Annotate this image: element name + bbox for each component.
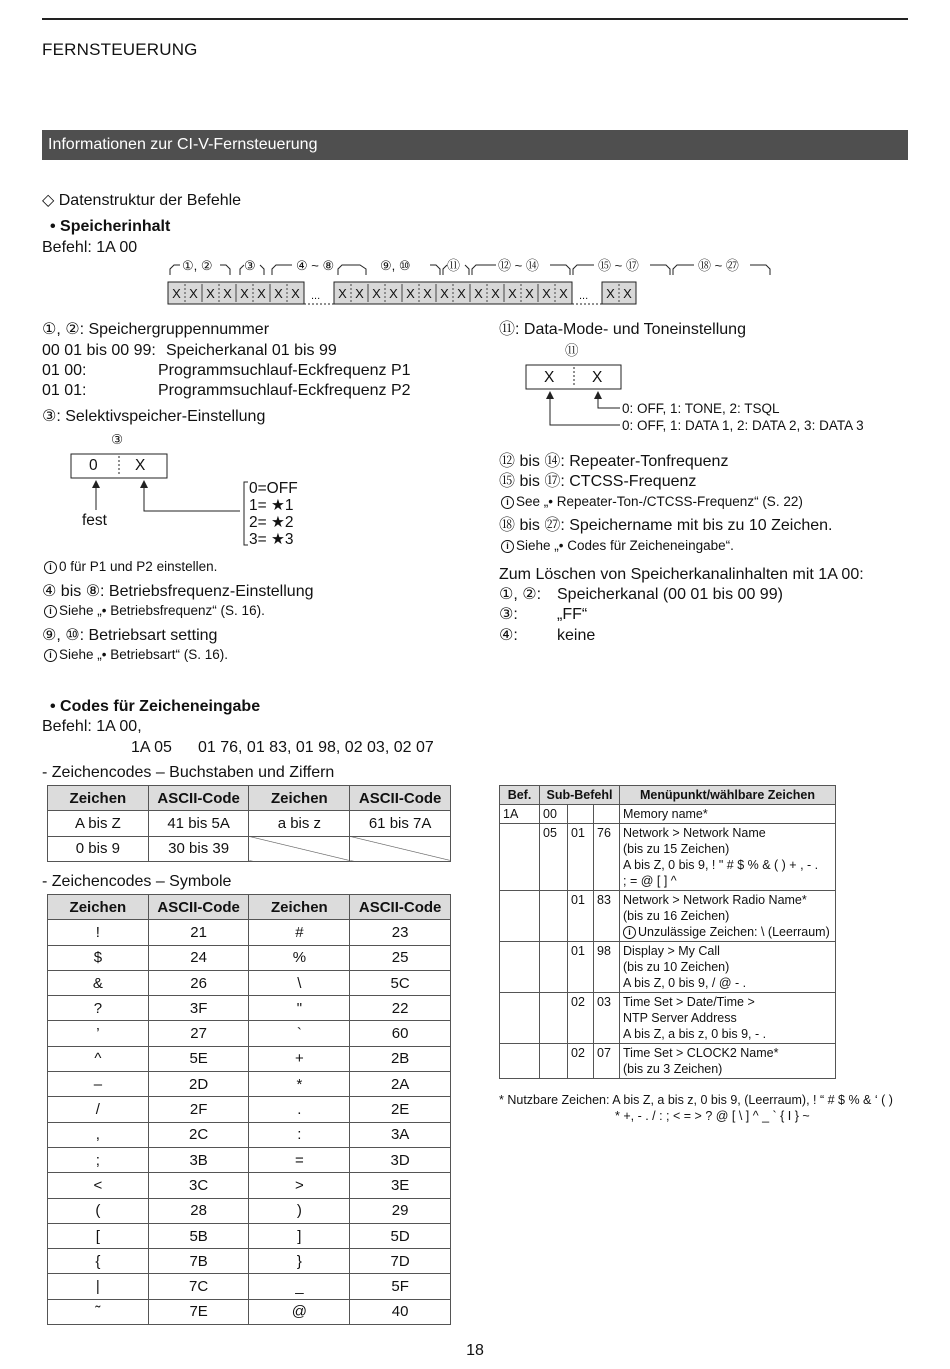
delete-selective-code: ③: — [499, 606, 518, 623]
table-cell: 2D — [148, 1072, 249, 1097]
desc-line: ; = @ [ ] ^ — [623, 874, 677, 888]
table-cell: ? — [48, 996, 149, 1021]
byte-cell: X — [474, 286, 483, 301]
table-cell: / — [48, 1097, 149, 1122]
line-delete-selective — [499, 605, 587, 625]
note-operating-frequency-text: Siehe „• Betriebsfrequenz“ (S. 16). — [59, 603, 265, 618]
note-operating-mode — [44, 646, 228, 663]
table-cell — [540, 1044, 568, 1079]
table-cell: * — [249, 1072, 350, 1097]
byte-cell: X — [206, 286, 215, 301]
byte-cell: X — [423, 286, 432, 301]
symbols-table-title: - Zeichencodes – Symbole — [42, 873, 232, 890]
table-cell: 2C — [148, 1122, 249, 1147]
table-cell: ` — [249, 1021, 350, 1046]
note-memory-name — [501, 537, 734, 554]
table-cell: & — [48, 970, 149, 995]
line-ctcss: ⑮ bis ⑰: CTCSS-Frequenz — [499, 473, 697, 490]
header-sub-befehl: Sub-Befehl — [540, 786, 620, 805]
desc-line: A bis Z, a bis z, 0 bis 9, - . — [623, 1027, 767, 1041]
table-cell: # — [249, 920, 350, 945]
p2-desc: Programmsuchlauf-Eckfrequenz P2 — [158, 382, 411, 399]
p1-code: 01 00: — [42, 362, 87, 379]
table-cell: 22 — [350, 996, 451, 1021]
info-icon: i — [623, 926, 636, 939]
footnote-line-2: * +, - . / : ; < = > ? @ [ \ ] ^ _ ` { I } ~ — [615, 1109, 810, 1123]
table-cell — [594, 805, 620, 824]
table-cell: 7E — [148, 1299, 249, 1324]
table-cell: [ — [48, 1223, 149, 1248]
sub-table-header-row — [500, 786, 836, 805]
note-repeater-ctcss — [501, 493, 803, 510]
table-row — [48, 1299, 451, 1324]
table-cell: _ — [249, 1274, 350, 1299]
table-row — [48, 996, 451, 1021]
desc-line: A bis Z, 0 bis 9, ! " # $ % & ( ) + , - . — [623, 858, 819, 872]
line-delete-intro: Zum Löschen von Speicherkanalinhalten mit 1A 00: — [499, 566, 864, 583]
table-row — [500, 805, 836, 824]
delete-selective-desc: „FF“ — [557, 606, 588, 623]
delete-channel-desc: Speicherkanal (00 01 bis 00 99) — [557, 586, 783, 603]
table-cell: 3F — [148, 996, 249, 1021]
structure-command: Befehl: 1A 00 — [42, 239, 138, 256]
table-cell: 98 — [594, 942, 620, 993]
footnote-line-1: * Nutzbare Zeichen: A bis Z, a bis z, 0 bis 9, (Leerraum), ! “ # $ % & ‘ ( ) — [499, 1093, 893, 1107]
info-icon: i — [44, 561, 57, 574]
table-row — [48, 920, 451, 945]
byte-cell: X — [240, 286, 249, 301]
header-zeichen: Zeichen — [48, 786, 149, 811]
table-row — [48, 811, 451, 836]
header-zeichen: Zeichen — [249, 786, 350, 811]
header-ascii: ASCII-Code — [148, 895, 249, 920]
table-cell: < — [48, 1173, 149, 1198]
table-cell: 02 — [568, 993, 594, 1044]
byte-cell: X — [559, 286, 568, 301]
diagram-label-7: ⑮ ~ ⑰ — [598, 258, 639, 273]
line-data-mode: ⑪: Data-Mode- und Toneinstellung — [499, 321, 746, 338]
table-cell: 3D — [350, 1147, 451, 1172]
note-p1-p2-text: 0 für P1 und P2 einstellen. — [59, 559, 218, 574]
byte-cell: X — [440, 286, 449, 301]
table-row — [500, 891, 836, 942]
data-mode-diagram — [520, 360, 630, 432]
desc-line: Network > Network Name — [623, 826, 766, 840]
line-delete-channel — [499, 585, 783, 605]
desc-line: Display > My Call — [623, 944, 720, 958]
page-number: 18 — [466, 1342, 484, 1359]
header-ascii: ASCII-Code — [350, 786, 451, 811]
table-cell: 21 — [148, 920, 249, 945]
table-cell: 83 — [594, 891, 620, 942]
table-row — [500, 993, 836, 1044]
selective-fixed-label: fest — [82, 512, 107, 529]
diagram-label-8: ⑱ ~ ㉗ — [698, 258, 739, 273]
table-cell: + — [249, 1046, 350, 1071]
byte-cell: X — [223, 286, 232, 301]
diagram-label-3: ④ ~ ⑧ — [296, 258, 335, 273]
table-row — [48, 970, 451, 995]
selective-option-1: 1= ★1 — [249, 497, 294, 514]
header-ascii: ASCII-Code — [350, 895, 451, 920]
letters-table — [47, 785, 451, 862]
p2-code: 01 01: — [42, 382, 87, 399]
table-cell: 01 — [568, 824, 594, 891]
desc-line: (bis zu 10 Zeichen) — [623, 960, 730, 974]
table-cell: 03 — [594, 993, 620, 1044]
table-cell: ˜ — [48, 1299, 149, 1324]
codes-heading: • Codes für Zeicheneingabe — [50, 698, 261, 715]
line-p2 — [42, 381, 411, 401]
table-cell: 29 — [350, 1198, 451, 1223]
table-cell: ) — [249, 1198, 350, 1223]
table-cell: 3C — [148, 1173, 249, 1198]
structure-subheading: • Speicherinhalt — [50, 218, 171, 235]
letters-header-row — [48, 786, 451, 811]
codes-command-2a: 1A 05 — [131, 739, 172, 756]
letters-table-title: - Zeichencodes – Buchstaben und Ziffern — [42, 764, 335, 781]
note-operating-mode-text: Siehe „• Betriebsart“ (S. 16). — [59, 647, 229, 662]
table-cell: ’ — [48, 1021, 149, 1046]
byte-cell: X — [338, 286, 347, 301]
delete-frequency-desc: keine — [557, 627, 596, 644]
table-row — [48, 1046, 451, 1071]
line-operating-mode: ⑨, ⑩: Betriebsart setting — [42, 627, 218, 644]
table-cell: 23 — [350, 920, 451, 945]
table-cell — [500, 824, 540, 891]
structure-heading: ◇ Datenstruktur der Befehle — [42, 192, 242, 209]
data-mode-cell-1: X — [592, 369, 603, 386]
table-cell: 30 bis 39 — [148, 836, 249, 861]
byte-structure-diagram — [160, 255, 780, 307]
table-cell — [500, 1044, 540, 1079]
table-cell: | — [48, 1274, 149, 1299]
byte-cell: X — [189, 286, 198, 301]
info-icon: i — [44, 649, 57, 662]
table-cell: 60 — [350, 1021, 451, 1046]
data-mode-label: ⑪ — [565, 343, 579, 358]
byte-cell: X — [491, 286, 500, 301]
table-row — [48, 1147, 451, 1172]
table-cell — [620, 1044, 836, 1079]
table-cell: . — [249, 1097, 350, 1122]
table-cell: 25 — [350, 945, 451, 970]
line-operating-frequency: ④ bis ⑧: Betriebsfrequenz-Einstellung — [42, 583, 314, 600]
ellipsis-marker: ... — [579, 290, 589, 302]
diagram-label-2: ③ — [244, 258, 256, 273]
table-cell — [568, 805, 594, 824]
desc-line: (bis zu 15 Zeichen) — [623, 842, 730, 856]
table-cell: 2F — [148, 1097, 249, 1122]
table-cell: 61 bis 7A — [350, 811, 451, 836]
byte-cell: X — [457, 286, 466, 301]
empty-cell — [249, 836, 350, 861]
table-cell: ; — [48, 1147, 149, 1172]
diagram-label-5: ⑪ — [447, 258, 461, 273]
table-cell: 5C — [350, 970, 451, 995]
top-rule — [42, 18, 908, 20]
table-cell — [500, 942, 540, 993]
byte-cell: X — [372, 286, 381, 301]
table-cell: , — [48, 1122, 149, 1147]
table-row — [48, 1097, 451, 1122]
table-cell — [620, 824, 836, 891]
selective-option-0: 0=OFF — [249, 480, 298, 497]
selective-cell-0: 0 — [89, 457, 98, 474]
byte-cell: X — [257, 286, 266, 301]
data-mode-cell-0: X — [544, 369, 555, 386]
byte-cell: X — [542, 286, 551, 301]
channel-range-desc: Speicherkanal 01 bis 99 — [166, 342, 337, 359]
table-row — [48, 1072, 451, 1097]
banner-title: Informationen zur CI-V-Fernsteuerung — [42, 130, 908, 160]
line-repeater-tone: ⑫ bis ⑭: Repeater-Tonfrequenz — [499, 453, 729, 470]
diagram-label-6: ⑫ ~ ⑭ — [498, 258, 539, 273]
table-cell: 5B — [148, 1223, 249, 1248]
desc-line: NTP Server Address — [623, 1011, 737, 1025]
selective-cell-1: X — [135, 457, 146, 474]
table-cell: : — [249, 1122, 350, 1147]
table-cell — [500, 891, 540, 942]
table-cell: – — [48, 1072, 149, 1097]
table-cell: 41 bis 5A — [148, 811, 249, 836]
note-repeater-ctcss-text: See „• Repeater-Ton-/CTCSS-Frequenz“ (S. 22) — [516, 494, 803, 509]
table-cell: \ — [249, 970, 350, 995]
table-cell: ^ — [48, 1046, 149, 1071]
table-cell — [620, 942, 836, 993]
byte-cell: X — [606, 286, 615, 301]
table-cell: 40 — [350, 1299, 451, 1324]
table-row — [48, 1021, 451, 1046]
header-bef: Bef. — [500, 786, 540, 805]
info-icon: i — [501, 496, 514, 509]
table-cell: 3E — [350, 1173, 451, 1198]
table-cell: 00 — [540, 805, 568, 824]
note-p1-p2 — [44, 558, 217, 575]
table-cell: 5D — [350, 1223, 451, 1248]
table-row — [48, 1173, 451, 1198]
desc-line: (bis zu 3 Zeichen) — [623, 1062, 723, 1076]
table-cell: > — [249, 1173, 350, 1198]
ellipsis-marker: ... — [311, 290, 321, 302]
diagram-label-4: ⑨, ⑩ — [380, 258, 411, 273]
byte-cell: X — [389, 286, 398, 301]
table-row — [48, 945, 451, 970]
table-cell: ! — [48, 920, 149, 945]
desc-line: A bis Z, 0 bis 9, / @ - . — [623, 976, 747, 990]
table-cell — [620, 891, 836, 942]
table-cell: } — [249, 1249, 350, 1274]
table-row — [48, 836, 451, 861]
header-zeichen: Zeichen — [48, 895, 149, 920]
symbols-header-row — [48, 895, 451, 920]
table-cell: 28 — [148, 1198, 249, 1223]
table-cell — [540, 891, 568, 942]
table-cell: Memory name* — [620, 805, 836, 824]
desc-line: Network > Network Radio Name* — [623, 893, 807, 907]
selective-label: ③ — [111, 432, 124, 447]
byte-cell: X — [355, 286, 364, 301]
table-cell: ] — [249, 1223, 350, 1248]
info-icon: i — [44, 605, 57, 618]
table-cell: 5F — [350, 1274, 451, 1299]
table-cell: 26 — [148, 970, 249, 995]
table-cell: 0 bis 9 — [48, 836, 149, 861]
codes-command-1: Befehl: 1A 00, — [42, 718, 142, 735]
p1-desc: Programmsuchlauf-Eckfrequenz P1 — [158, 362, 411, 379]
table-cell: $ — [48, 945, 149, 970]
table-cell: % — [249, 945, 350, 970]
selective-option-3: 3= ★3 — [249, 531, 294, 548]
table-cell — [620, 993, 836, 1044]
table-row — [48, 1249, 451, 1274]
table-cell: 05 — [540, 824, 568, 891]
byte-cell: X — [274, 286, 283, 301]
byte-cell: X — [291, 286, 300, 301]
desc-line — [623, 924, 832, 940]
table-cell — [540, 942, 568, 993]
table-cell: 01 — [568, 942, 594, 993]
table-cell: 02 — [568, 1044, 594, 1079]
table-cell: " — [249, 996, 350, 1021]
empty-cell — [350, 836, 451, 861]
table-cell: ( — [48, 1198, 149, 1223]
selective-options — [249, 480, 298, 548]
byte-cell: X — [623, 286, 632, 301]
table-row — [500, 1044, 836, 1079]
table-row — [48, 1274, 451, 1299]
line-channel-range — [42, 341, 337, 361]
table-cell: A bis Z — [48, 811, 149, 836]
header-menu-item: Menüpunkt/wählbare Zeichen — [620, 786, 836, 805]
table-row — [48, 1122, 451, 1147]
desc-line: Time Set > CLOCK2 Name* — [623, 1046, 779, 1060]
table-row — [500, 942, 836, 993]
table-cell: 7C — [148, 1274, 249, 1299]
sub-command-table — [499, 785, 836, 1079]
table-cell: 76 — [594, 824, 620, 891]
note-memory-name-text: Siehe „• Codes für Zeicheneingabe“. — [516, 538, 734, 553]
delete-frequency-code: ④: — [499, 627, 518, 644]
table-cell: @ — [249, 1299, 350, 1324]
table-cell: 7D — [350, 1249, 451, 1274]
header-zeichen: Zeichen — [249, 895, 350, 920]
desc-line: Time Set > Date/Time > — [623, 995, 755, 1009]
line-p1 — [42, 361, 411, 381]
table-row — [48, 1223, 451, 1248]
table-cell: 2A — [350, 1072, 451, 1097]
codes-command-2b: 01 76, 01 83, 01 98, 02 03, 02 07 — [198, 739, 434, 756]
byte-cell: X — [172, 286, 181, 301]
table-cell: 3B — [148, 1147, 249, 1172]
table-row — [48, 1198, 451, 1223]
data-mode-option-tone: 0: OFF, 1: TONE, 2: TSQL — [622, 401, 780, 416]
desc-line: (bis zu 16 Zeichen) — [623, 909, 730, 923]
line-group-number: ①, ②: Speichergruppennummer — [42, 321, 270, 338]
note-operating-frequency — [44, 602, 265, 619]
delete-channel-code: ①, ②: — [499, 586, 542, 603]
table-cell: 2B — [350, 1046, 451, 1071]
byte-cell: X — [525, 286, 534, 301]
table-cell — [540, 993, 568, 1044]
table-cell: a bis z — [249, 811, 350, 836]
selective-option-2: 2= ★2 — [249, 514, 294, 531]
table-cell — [500, 993, 540, 1044]
header-ascii: ASCII-Code — [148, 786, 249, 811]
table-cell: 07 — [594, 1044, 620, 1079]
channel-range-code: 00 01 bis 00 99: — [42, 342, 156, 359]
table-row — [500, 824, 836, 891]
data-mode-option-data: 0: OFF, 1: DATA 1, 2: DATA 2, 3: DATA 3 — [622, 418, 864, 433]
table-cell: 27 — [148, 1021, 249, 1046]
table-cell: 7B — [148, 1249, 249, 1274]
diagram-label-1: ①, ② — [182, 258, 213, 273]
info-icon: i — [501, 540, 514, 553]
table-cell: 1A — [500, 805, 540, 824]
table-cell: 2E — [350, 1097, 451, 1122]
table-cell: { — [48, 1249, 149, 1274]
line-memory-name: ⑱ bis ㉗: Speichername mit bis zu 10 Zeichen. — [499, 517, 833, 534]
table-cell: 5E — [148, 1046, 249, 1071]
line-selective-memory: ③: Selektivspeicher-Einstellung — [42, 408, 266, 425]
desc-line-text: Unzulässige Zeichen: \ (Leerraum) — [638, 925, 830, 939]
table-cell: 24 — [148, 945, 249, 970]
byte-cell: X — [508, 286, 517, 301]
line-delete-frequency — [499, 626, 595, 646]
table-cell: = — [249, 1147, 350, 1172]
table-cell: 01 — [568, 891, 594, 942]
section-title: FERNSTEUERUNG — [42, 40, 198, 59]
byte-cell: X — [406, 286, 415, 301]
table-cell: 3A — [350, 1122, 451, 1147]
symbols-table — [47, 894, 451, 1325]
